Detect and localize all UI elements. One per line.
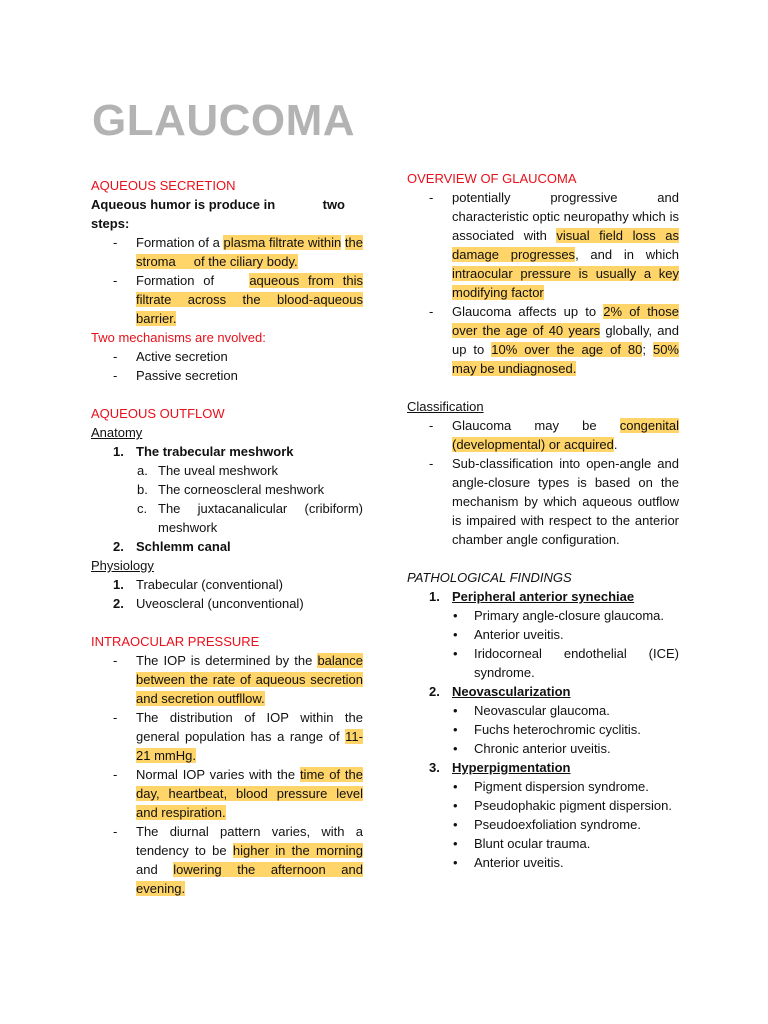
highlight: 10% over the age of 80: [491, 342, 643, 357]
numbered-item: [429, 758, 679, 777]
intro-text-b: two: [322, 197, 345, 212]
text: The diurnal pattern varies, with a tendency to be: [136, 824, 363, 858]
bullet-marker: •: [453, 646, 458, 661]
list-item: [429, 416, 679, 454]
highlight: lowering the afternoon and evening.: [136, 862, 363, 896]
number-marker: 1.: [113, 444, 124, 459]
highlight: plasma filtrate within: [223, 235, 342, 250]
bullet-item: [453, 606, 679, 625]
sub-item: [137, 499, 363, 537]
list-item-text: [136, 708, 363, 765]
anatomy-subheading: Anatomy: [91, 425, 143, 440]
text: potentially progressive and characteristic optic neuropathy which is associated with: [452, 190, 679, 243]
bullet-item-text: Primary angle-closure glaucoma.: [474, 608, 665, 623]
pathological-heading: PATHOLOGICAL FINDINGS: [407, 570, 572, 585]
bullet-item: [453, 701, 679, 720]
bullet-marker: •: [453, 855, 458, 870]
text: The distribution of IOP within the general population has a range of: [136, 710, 363, 744]
bullet-item: [453, 644, 679, 682]
letter-marker: b.: [137, 482, 148, 497]
bullet-marker: •: [453, 608, 458, 623]
dash-marker: -: [113, 235, 118, 250]
number-marker: 1.: [429, 589, 440, 604]
dash-marker: -: [429, 190, 434, 205]
list-item-text: [136, 271, 363, 328]
numbered-item: [113, 594, 363, 613]
dash-marker: -: [113, 824, 118, 839]
highlight: visual field loss as damage progresses: [452, 228, 679, 262]
bullet-item-text: Chronic anterior uveitis.: [474, 741, 611, 756]
left-column: [91, 176, 363, 898]
number-marker: 3.: [429, 760, 440, 775]
bullet-item-text: Pseudophakic pigment dispersion.: [474, 798, 673, 813]
sub-item-text: The juxtacanalicular (cribiform) meshwork: [158, 501, 363, 535]
list-item-text: [136, 651, 363, 708]
sub-item-text: The corneoscleral meshwork: [158, 482, 325, 497]
list-item-text: [452, 302, 679, 378]
dash-marker: -: [113, 767, 118, 782]
right-column: [407, 169, 679, 872]
numbered-item-text: Neovascularization: [452, 684, 571, 699]
physiology-subheading: Physiology: [91, 558, 154, 573]
aqueous-secretion-intro: [91, 195, 363, 214]
sub-item: [137, 480, 363, 499]
list-item-text: [452, 188, 679, 302]
list-item-text: [136, 765, 363, 822]
highlight: time of the day, heartbeat, blood pressure level and respiration.: [136, 767, 364, 820]
text: and: [136, 862, 158, 877]
bullet-marker: •: [453, 817, 458, 832]
highlight: balance between the rate of aqueous secretion and secretion outfllow.: [136, 653, 363, 706]
text: Glaucoma affects up to: [452, 304, 597, 319]
bullet-item: [453, 777, 679, 796]
highlight: of the ciliary body.: [193, 254, 298, 269]
list-item: [113, 651, 363, 708]
list-item: [113, 347, 363, 366]
list-item: [113, 822, 363, 898]
bullet-marker: •: [453, 741, 458, 756]
bullet-item-text: Anterior uveitis.: [474, 855, 564, 870]
number-marker: 2.: [113, 596, 124, 611]
sub-item: [137, 461, 363, 480]
highlight: higher in the morning: [232, 843, 363, 858]
list-item-text: [452, 416, 679, 454]
bullet-marker: •: [453, 836, 458, 851]
highlight: aqueous from this: [249, 273, 363, 288]
text: Normal IOP varies with the: [136, 767, 296, 782]
bullet-marker: •: [453, 703, 458, 718]
bullet-item-text: Pigment dispersion syndrome.: [474, 779, 649, 794]
text: Formation of a: [136, 235, 220, 250]
bullet-item: [453, 625, 679, 644]
list-item: [113, 271, 363, 328]
text: .: [613, 437, 618, 452]
text: Glaucoma may be: [452, 418, 597, 433]
bullet-item: [453, 739, 679, 758]
bullet-list: [407, 606, 679, 682]
bullet-item: [453, 834, 679, 853]
bullet-item: [453, 796, 679, 815]
highlight: barrier.: [136, 311, 177, 326]
numbered-item-text: Peripheral anterior synechiae: [452, 589, 635, 604]
dash-marker: -: [113, 273, 118, 288]
iop-heading: INTRAOCULAR PRESSURE: [91, 634, 260, 649]
list-item-text: Active secretion: [136, 349, 228, 364]
bullet-item: [453, 720, 679, 739]
numbered-item-text: Schlemm canal: [136, 539, 231, 554]
bullet-marker: •: [453, 722, 458, 737]
text: Formation of: [136, 273, 215, 288]
numbered-item: [429, 587, 679, 606]
list-item: [113, 765, 363, 822]
intro-text-a: Aqueous humor is produce in: [91, 197, 276, 212]
list-item: [429, 188, 679, 302]
highlight: filtrate across the blood-aqueous: [136, 292, 363, 307]
highlight: 11-21 mmHg.: [136, 729, 363, 763]
bullet-item: [453, 853, 679, 872]
number-marker: 2.: [113, 539, 124, 554]
dash-marker: -: [113, 349, 118, 364]
numbered-item: [113, 537, 363, 556]
numbered-item: [113, 575, 363, 594]
list-item: [429, 454, 679, 549]
list-item-text: [136, 822, 363, 898]
list-item: [113, 233, 363, 271]
aqueous-outflow-heading: AQUEOUS OUTFLOW: [91, 406, 225, 421]
numbered-item: [113, 442, 363, 461]
bullet-item-text: Iridocorneal endothelial (ICE) syndrome.: [474, 646, 679, 680]
highlight: 2% of those over the age of 40 years: [452, 304, 679, 338]
classification-subheading: Classification: [407, 399, 484, 414]
mechanisms-heading: Two mechanisms are nvolved:: [91, 330, 266, 345]
bullet-list: [407, 777, 679, 872]
highlight: intraocular pressure is usually a key modifying factor: [452, 266, 679, 300]
dash-marker: -: [113, 653, 118, 668]
bullet-marker: •: [453, 779, 458, 794]
aqueous-secretion-heading: AQUEOUS SECRETION: [91, 178, 236, 193]
intro-text-c: steps:: [91, 216, 130, 231]
numbered-item: [429, 682, 679, 701]
numbered-item-text: Hyperpigmentation: [452, 760, 571, 775]
dash-marker: -: [113, 368, 118, 383]
text: globally, and up to: [452, 323, 679, 357]
bullet-item: [453, 815, 679, 834]
text: ;: [642, 342, 646, 357]
list-item-text: Sub-classification into open-angle and angle-closure types is based on the mechanism by which aqueous outflow is impaired with respect to the anterior chamber angle configuration.: [452, 456, 679, 547]
list-item: [429, 302, 679, 378]
list-item-text: [136, 233, 363, 271]
number-marker: 1.: [113, 577, 124, 592]
overview-heading: OVERVIEW OF GLAUCOMA: [407, 171, 577, 186]
list-item: [113, 366, 363, 385]
numbered-item-text: Trabecular (conventional): [136, 577, 283, 592]
text: The IOP is determined by the: [136, 653, 313, 668]
bullet-list: [407, 701, 679, 758]
page-title: GLAUCOMA: [92, 96, 356, 145]
bullet-item-text: Fuchs heterochromic cyclitis.: [474, 722, 641, 737]
highlight: the stroma: [136, 235, 363, 269]
bullet-item-text: Neovascular glaucoma.: [474, 703, 610, 718]
dash-marker: -: [113, 710, 118, 725]
list-item: [113, 708, 363, 765]
numbered-item-text: The trabecular meshwork: [136, 444, 294, 459]
bullet-item-text: Anterior uveitis.: [474, 627, 564, 642]
letter-marker: a.: [137, 463, 148, 478]
sub-item-text: The uveal meshwork: [158, 463, 278, 478]
dash-marker: -: [429, 418, 434, 433]
highlight: 50% may be undiagnosed.: [452, 342, 679, 376]
dash-marker: -: [429, 456, 434, 471]
numbered-item-text: Uveoscleral (unconventional): [136, 596, 304, 611]
bullet-marker: •: [453, 627, 458, 642]
dash-marker: -: [429, 304, 434, 319]
bullet-marker: •: [453, 798, 458, 813]
number-marker: 2.: [429, 684, 440, 699]
bullet-item-text: Blunt ocular trauma.: [474, 836, 591, 851]
highlight: congenital (developmental) or acquired: [452, 418, 679, 452]
letter-marker: c.: [137, 501, 148, 516]
list-item-text: Passive secretion: [136, 368, 238, 383]
text: , and in which: [575, 247, 679, 262]
bullet-item-text: Pseudoexfoliation syndrome.: [474, 817, 641, 832]
